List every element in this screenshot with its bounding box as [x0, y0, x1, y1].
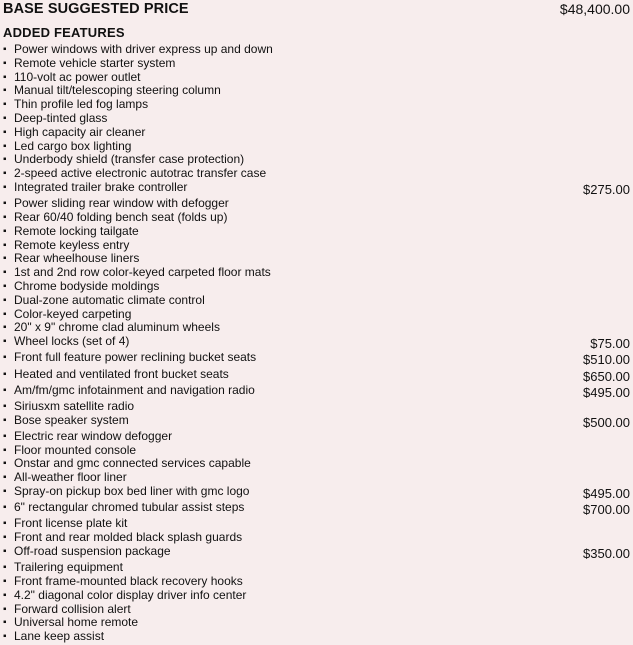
feature-item: [0, 603, 633, 617]
feature-item: [0, 126, 633, 140]
feature-item: [0, 280, 633, 294]
feature-item: [0, 384, 633, 400]
base-price-row: [3, 0, 630, 17]
bullet-icon: ▪: [3, 562, 7, 574]
feature-name: Front frame-mounted black recovery hooks: [14, 574, 243, 588]
feature-name: Rear 60/40 folding bench seat (folds up): [14, 209, 228, 224]
feature-item: [0, 252, 633, 266]
feature-name: Led cargo box lighting: [14, 138, 132, 153]
bullet-icon: ▪: [3, 198, 7, 210]
bullet-icon: ▪: [3, 472, 7, 484]
feature-name: 110-volt ac power outlet: [14, 69, 141, 84]
bullet-icon: ▪: [3, 99, 7, 111]
feature-name: Remote keyless entry: [14, 237, 130, 252]
feature-name: Onstar and gmc connected services capable: [14, 456, 251, 471]
feature-item: [0, 239, 633, 253]
bullet-icon: ▪: [3, 225, 7, 237]
bullet-icon: ▪: [3, 308, 7, 320]
feature-price: $495.00: [583, 486, 630, 502]
bullet-icon: ▪: [3, 168, 7, 180]
bullet-icon: ▪: [3, 576, 7, 587]
feature-name: Manual tilt/telescoping steering column: [14, 83, 221, 98]
feature-item: [0, 197, 633, 211]
feature-item: [0, 545, 633, 561]
feature-name: Remote locking tailgate: [14, 223, 139, 238]
feature-name: Front license plate kit: [14, 516, 128, 531]
bullet-icon: ▪: [3, 44, 7, 55]
bullet-icon: ▪: [3, 112, 7, 124]
feature-item: [0, 589, 633, 603]
bullet-icon: ▪: [3, 352, 7, 364]
feature-name: All-weather floor liner: [14, 470, 127, 485]
feature-name: Underbody shield (transfer case protection): [14, 152, 245, 167]
bullet-icon: ▪: [3, 336, 7, 348]
feature-item: [0, 630, 633, 644]
feature-name: Power windows with driver express up and down: [14, 42, 273, 56]
feature-item: [0, 561, 633, 575]
feature-item: [0, 471, 633, 485]
bullet-icon: ▪: [3, 85, 7, 97]
bullet-icon: ▪: [3, 617, 7, 629]
feature-price: $275.00: [583, 181, 630, 197]
base-price-label: BASE SUGGESTED PRICE: [3, 0, 189, 17]
feature-name: Bose speaker system: [14, 412, 129, 427]
feature-item: [0, 167, 633, 181]
feature-name: Lane keep assist: [14, 629, 105, 644]
bullet-icon: ▪: [3, 71, 7, 83]
feature-item: [0, 485, 633, 501]
feature-name: Front and rear molded black splash guards: [14, 530, 243, 545]
feature-item: [0, 266, 633, 280]
feature-name: Chrome bodyside moldings: [14, 278, 160, 293]
feature-item: [0, 575, 633, 589]
bullet-icon: ▪: [3, 546, 7, 558]
feature-item: [0, 98, 633, 112]
feature-item: [0, 211, 633, 225]
bullet-icon: ▪: [3, 181, 7, 193]
feature-name: Spray-on pickup box bed liner with gmc logo: [14, 484, 250, 499]
feature-name: Wheel locks (set of 4): [14, 334, 130, 349]
bullet-icon: ▪: [3, 368, 7, 380]
feature-name: Remote vehicle starter system: [14, 55, 176, 70]
added-features-heading: ADDED FEATURES: [3, 25, 125, 40]
bullet-icon: ▪: [3, 211, 7, 223]
bullet-icon: ▪: [3, 400, 7, 412]
bullet-icon: ▪: [3, 322, 7, 334]
feature-name: Universal home remote: [14, 615, 139, 630]
feature-item: [0, 457, 633, 471]
feature-name: 2-speed active electronic autotrac transfer case: [14, 166, 267, 181]
feature-item: [0, 368, 633, 384]
feature-price: $700.00: [583, 502, 630, 518]
feature-price: $500.00: [583, 414, 630, 430]
feature-item: [0, 308, 633, 322]
feature-name: Off-road suspension package: [14, 544, 171, 559]
bullet-icon: ▪: [3, 631, 7, 643]
bullet-icon: ▪: [3, 518, 7, 530]
feature-price: $510.00: [583, 352, 630, 368]
feature-item: [0, 140, 633, 154]
feature-item: [0, 225, 633, 239]
feature-name: 20" x 9" chrome clad aluminum wheels: [14, 320, 220, 335]
bullet-icon: ▪: [3, 294, 7, 306]
bullet-icon: ▪: [3, 589, 7, 601]
bullet-icon: ▪: [3, 532, 7, 544]
feature-item: [0, 400, 633, 414]
feature-item: [0, 112, 633, 126]
feature-name: Forward collision alert: [14, 601, 131, 616]
feature-name: Color-keyed carpeting: [14, 306, 132, 321]
feature-item: [0, 531, 633, 545]
feature-name: Heated and ventilated front bucket seats: [14, 366, 229, 381]
bullet-icon: ▪: [3, 57, 7, 69]
feature-item: [0, 84, 633, 98]
feature-name: Siriusxm satellite radio: [14, 398, 135, 413]
feature-name: Rear wheelhouse liners: [14, 251, 140, 266]
base-price-value: $48,400.00: [559, 0, 630, 17]
feature-item: [0, 294, 633, 308]
bullet-icon: ▪: [3, 239, 7, 251]
bullet-icon: ▪: [3, 502, 7, 514]
bullet-icon: ▪: [3, 267, 7, 279]
feature-item: [0, 321, 633, 335]
feature-item: [0, 43, 633, 57]
bullet-icon: ▪: [3, 486, 7, 498]
feature-item: [0, 71, 633, 85]
feature-name: Integrated trailer brake controller: [14, 179, 188, 194]
feature-item: [0, 517, 633, 531]
bullet-icon: ▪: [3, 280, 7, 292]
feature-item: [0, 414, 633, 430]
bullet-icon: ▪: [3, 414, 7, 426]
feature-name: Front full feature power reclining bucket seats: [14, 350, 257, 365]
feature-name: Thin profile led fog lamps: [14, 97, 149, 112]
feature-name: Floor mounted console: [14, 442, 137, 457]
bullet-icon: ▪: [3, 126, 7, 138]
feature-item: [0, 57, 633, 71]
bullet-icon: ▪: [3, 384, 7, 396]
feature-name: 4.2" diagonal color display driver info center: [14, 587, 247, 602]
feature-item: [0, 335, 633, 351]
bullet-icon: ▪: [3, 154, 7, 166]
feature-name: Electric rear window defogger: [14, 428, 173, 443]
feature-price: $350.00: [583, 546, 630, 562]
bullet-icon: ▪: [3, 444, 7, 456]
bullet-icon: ▪: [3, 603, 7, 615]
feature-name: Power sliding rear window with defogger: [14, 196, 229, 211]
bullet-icon: ▪: [3, 140, 7, 152]
feature-price: $495.00: [583, 384, 630, 400]
feature-name: Trailering equipment: [14, 560, 123, 575]
feature-item: [0, 351, 633, 367]
bullet-icon: ▪: [3, 458, 7, 470]
feature-name: 1st and 2nd row color-keyed carpeted floor mats: [14, 265, 271, 280]
features-list: [0, 43, 633, 644]
feature-item: [0, 181, 633, 197]
bullet-icon: ▪: [3, 253, 7, 265]
feature-name: Am/fm/gmc infotainment and navigation radio: [14, 382, 255, 397]
feature-name: High capacity air cleaner: [14, 124, 146, 139]
feature-name: Deep-tinted glass: [14, 110, 108, 125]
feature-item: [0, 430, 633, 444]
feature-price: $650.00: [583, 368, 630, 384]
feature-item: [0, 153, 633, 167]
feature-price: $75.00: [590, 336, 630, 352]
feature-item: [0, 444, 633, 458]
feature-item: [0, 501, 633, 517]
feature-name: 6" rectangular chromed tubular assist steps: [14, 500, 245, 515]
feature-item: [0, 616, 633, 630]
bullet-icon: ▪: [3, 430, 7, 442]
feature-name: Dual-zone automatic climate control: [14, 292, 205, 307]
